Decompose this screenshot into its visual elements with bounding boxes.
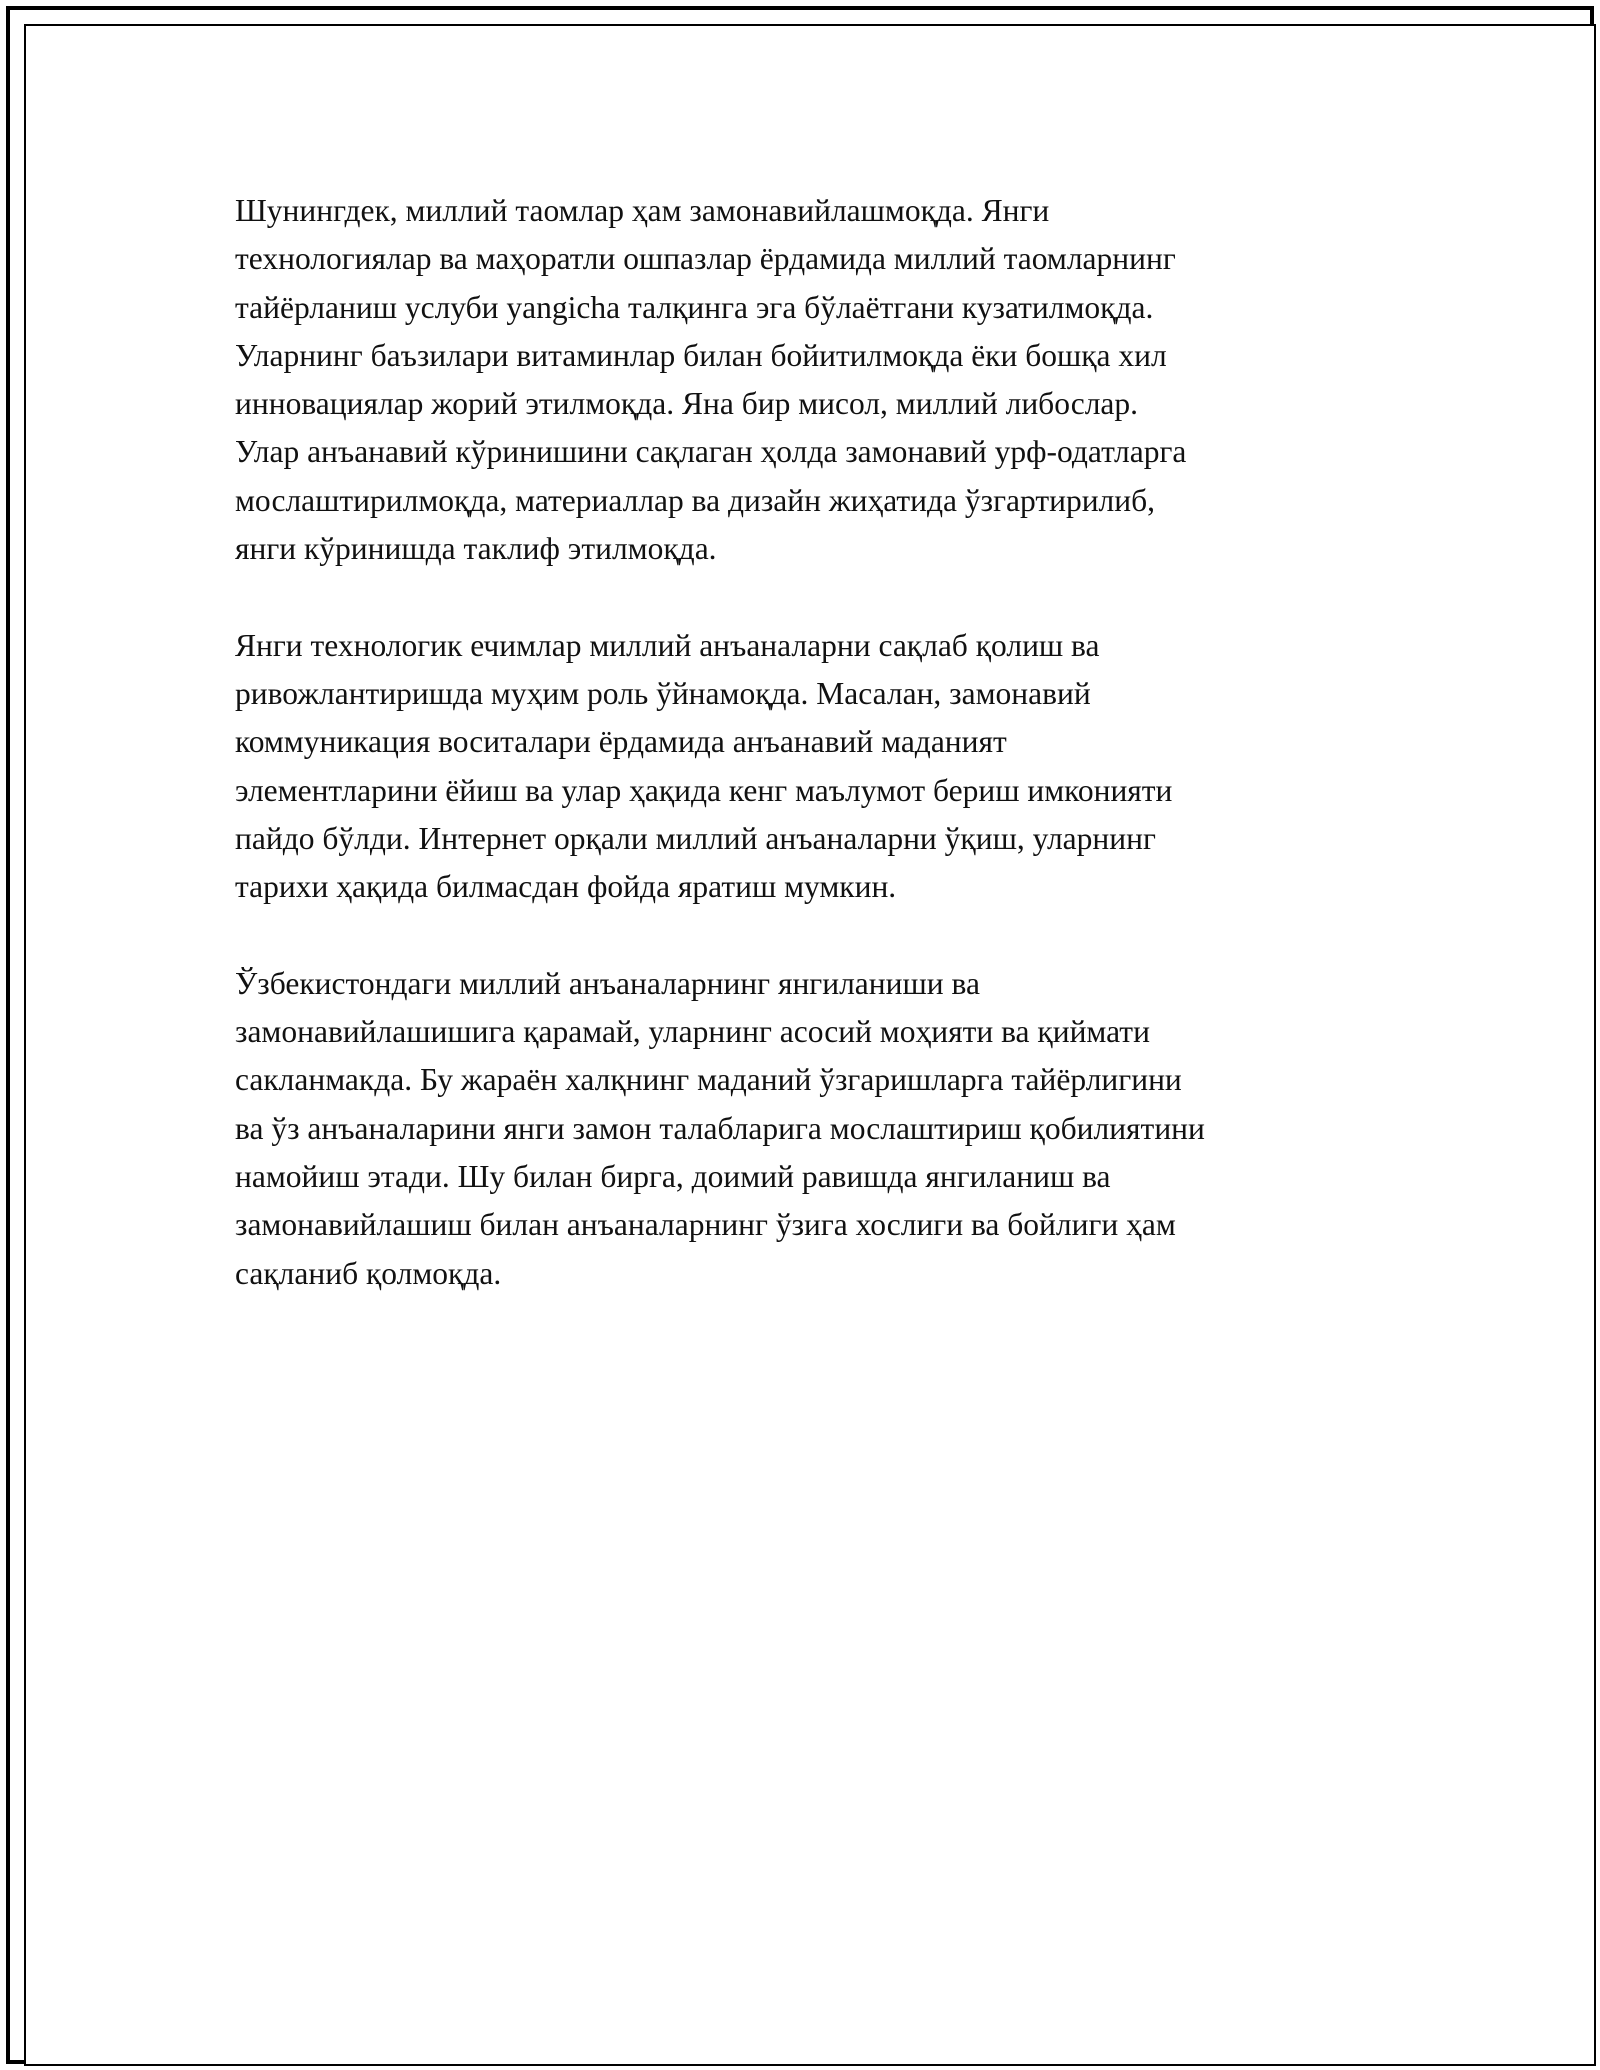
- paragraph-national-dishes: Шунингдек, миллий таомлар ҳам замонавийлашмоқда. Янги технологиялар ва маҳоратли ошпазлар ёрдамида миллий таомларнинг тайёрланиш услуби yangicha талқинга эга бўлаётгани кузатилмоқда. Уларнинг баъзилари витаминлар билан бойитилмоқда ёки бошқа хил инновациялар жорий этилмоқда. Яна бир мисол, миллий либослар. Улар анъанавий кўринишини сақлаган ҳолда замонавий урф-одатларга мослаштирилмоқда, материаллар ва дизайн жиҳатида ўзгартирилиб, янги кўринишда таклиф этилмоқда.: [235, 193, 1187, 567]
- document-body: [235, 187, 1375, 1346]
- paragraph-traditions-preserved: Ўзбекистондаги миллий анъаналарнинг янгиланиши ва замонавийлашишига қарамай, уларнинг асосий моҳияти ва қиймати сакланмакда. Бу жараён халқнинг маданий ўзгаришларга тайёрлигини ва ўз анъаналарини янги замон талабларига мослаштириш қобилиятини намойиш этади. Шу билан бирга, доимий равишда янгиланиш ва замонавийлашиш билан анъаналарнинг ўзига хослиги ва бойлиги ҳам сақланиб қолмоқда.: [235, 965, 1205, 1291]
- paragraph-technology-solutions: Янги технологик ечимлар миллий анъаналарни сақлаб қолиш ва ривожлантиришда муҳим роль ўйнамоқда. Масалан, замонавий коммуникация воситалари ёрдамида анъанавий маданият элементларини ёйиш ва улар ҳақида кенг маълумот бериш имконияти пайдо бўлди. Интернет орқали миллий анъаналарни ўқиш, уларнинг тарихи ҳақида билмасдан фойда яратиш мумкин.: [235, 627, 1173, 905]
